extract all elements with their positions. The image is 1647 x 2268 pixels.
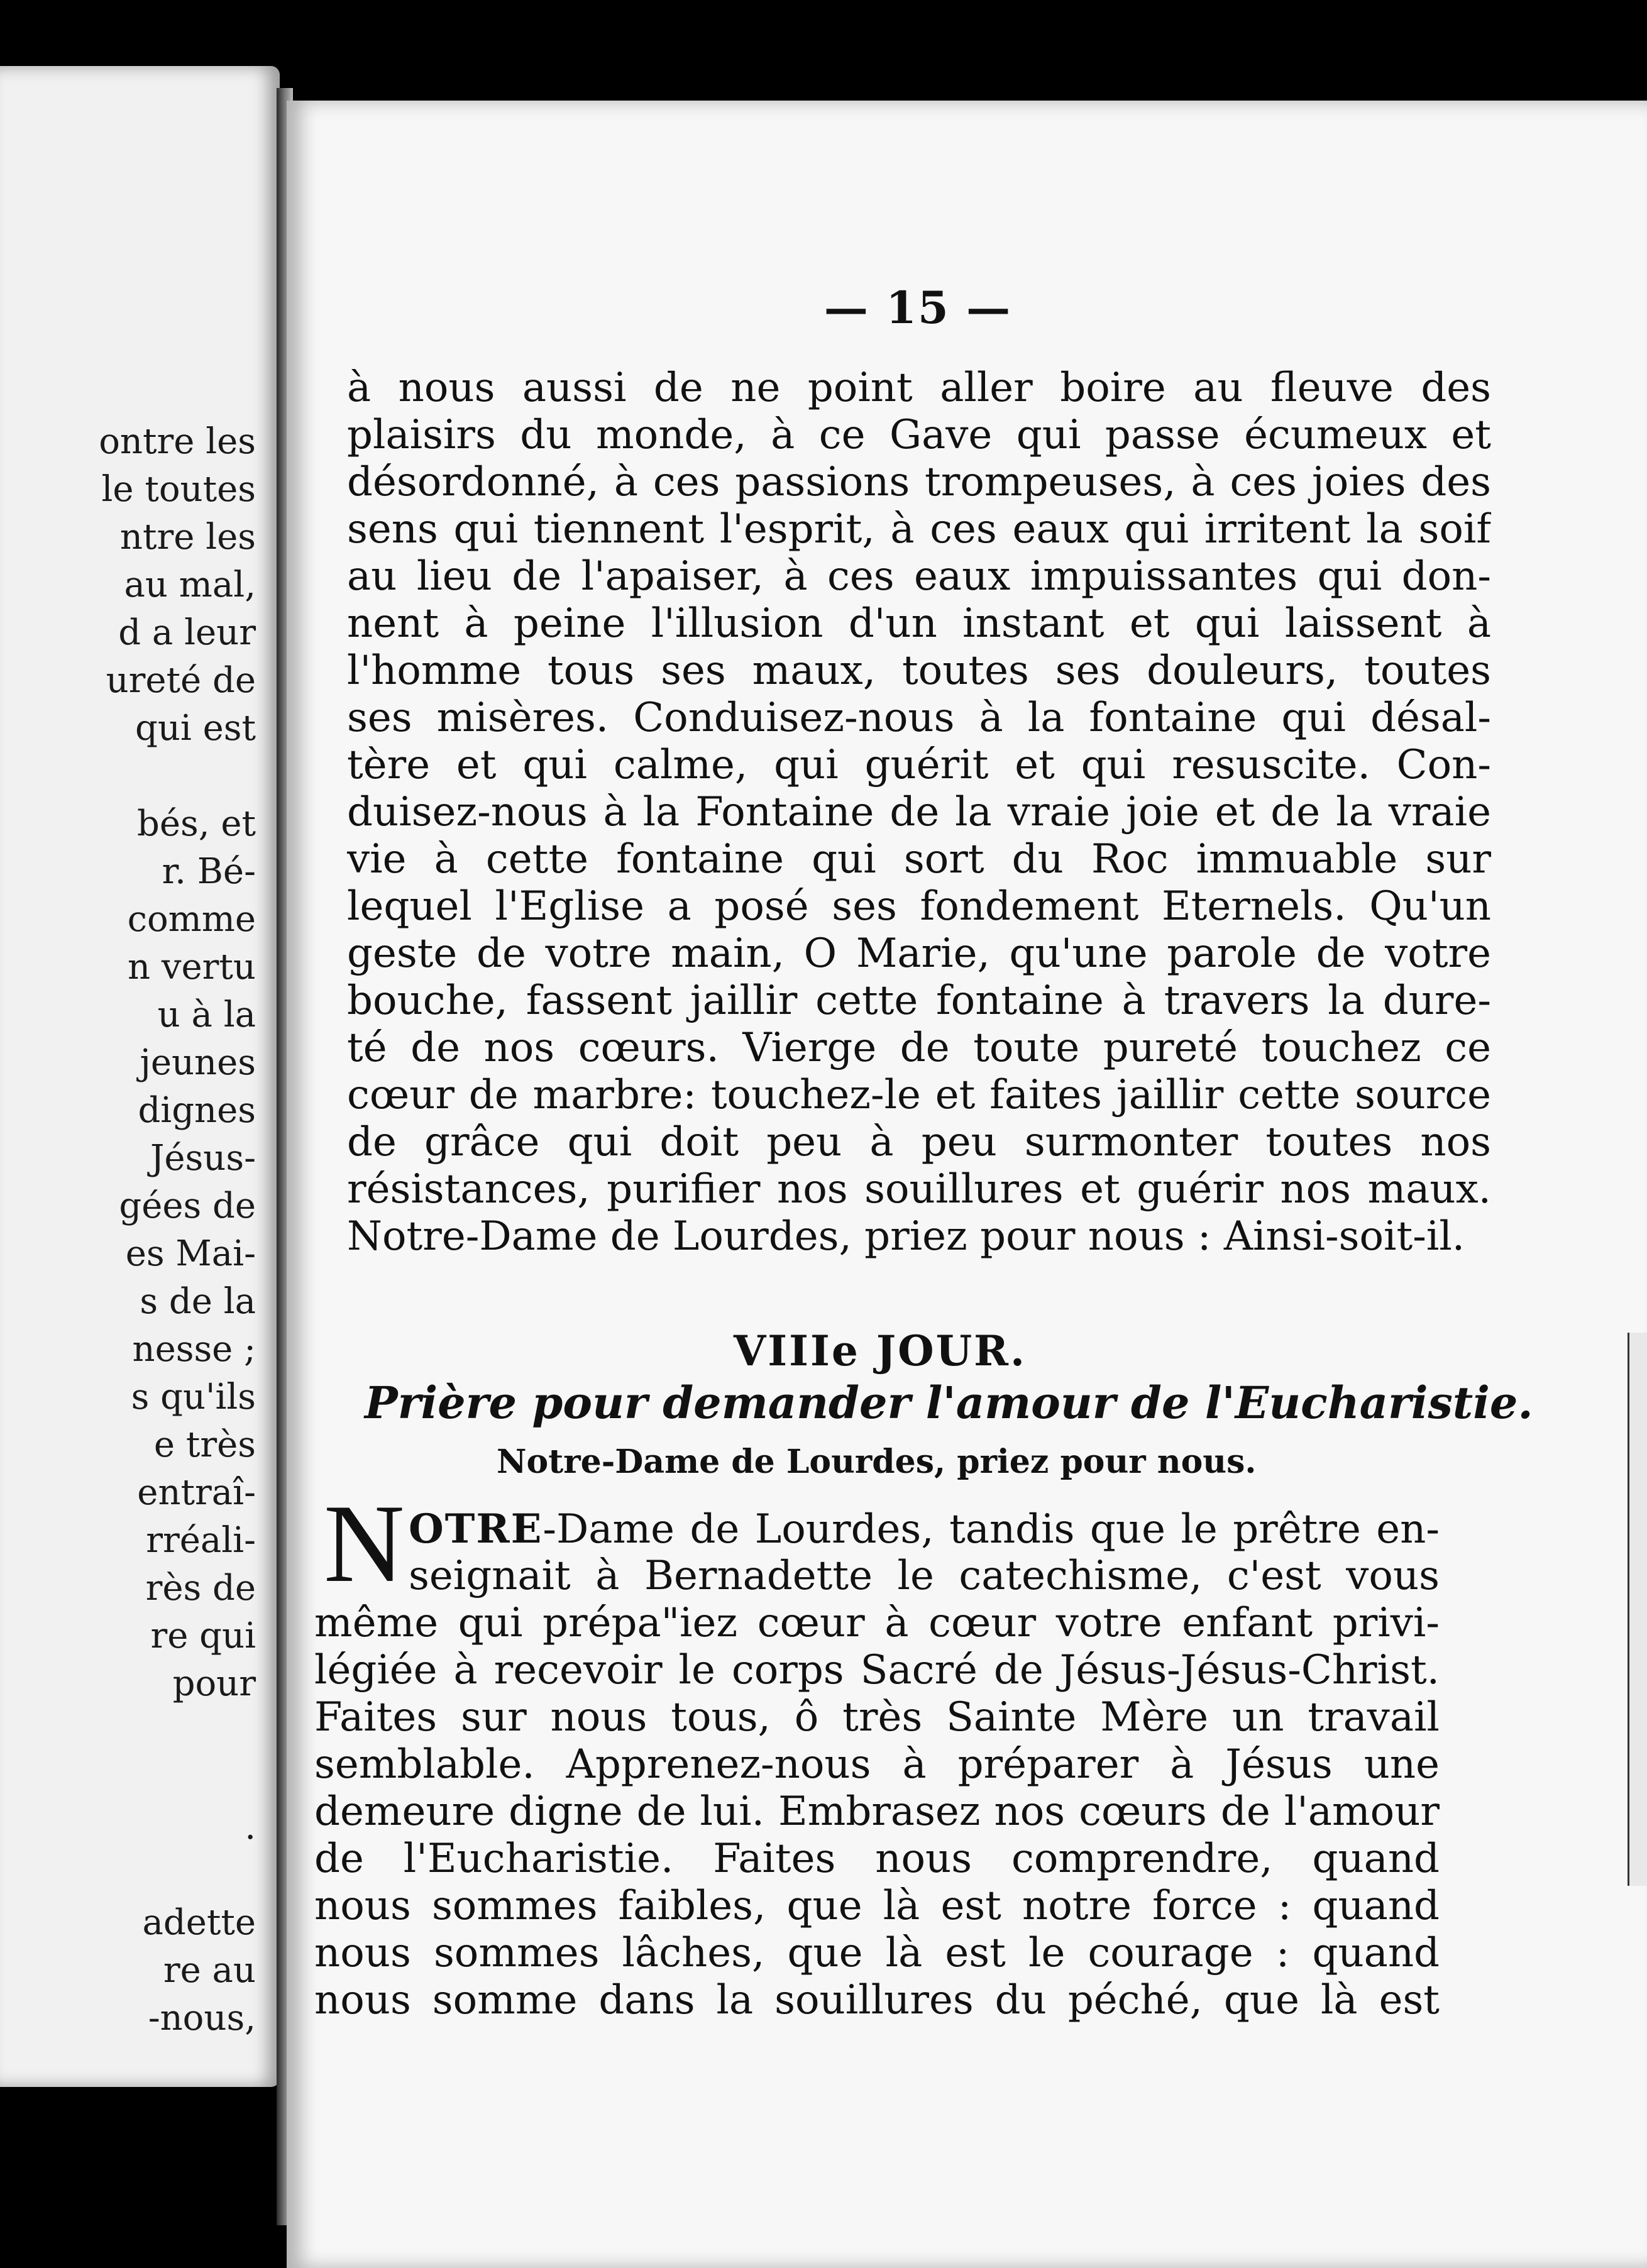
left-page-line: re au [163, 1950, 256, 1991]
left-page-line: r. Bé- [162, 851, 256, 892]
left-page-line: u à la [157, 994, 256, 1035]
paragraph-line: l'homme tous ses maux, toutes ses douleurs, toutes [347, 647, 1491, 694]
line-rest: -Dame de Lourdes, tandis que le prêtre en- [543, 1506, 1440, 1553]
paragraph-line: ses misères. Conduisez-nous à la fontaine qui désal- [347, 695, 1491, 741]
day-heading: VIIIe JOUR. [734, 1326, 1027, 1375]
paragraph-line: même qui prépa"iez cœur à cœur votre enfant privi- [314, 1600, 1440, 1646]
prayer-title: Prière pour demander l'amour de l'Eucharistie. [365, 1377, 1533, 1429]
left-page-line [30, 1851, 256, 1899]
left-page-line: pour [172, 1663, 256, 1704]
left-page-line: n vertu [128, 947, 256, 988]
paragraph-line: désordonné, à ces passions trompeuses, à ces joies des [347, 459, 1491, 505]
paragraph-line: de l'Eucharistie. Faites nous comprendre, quand [314, 1836, 1440, 1882]
left-page-line: rès de [145, 1568, 256, 1609]
page-edge [1628, 1333, 1647, 1886]
left-page-line: rréali- [146, 1520, 256, 1561]
left-page-line: qui est [135, 708, 256, 749]
left-page-line: s de la [140, 1281, 256, 1322]
left-page-line [30, 1708, 256, 1756]
paragraph-line: nous somme dans la souillures du péché, que là est [314, 1977, 1440, 2023]
invocation: Notre-Dame de Lourdes, priez pour nous. [497, 1443, 1257, 1481]
paragraph-line: demeure digne de lui. Embrasez nos cœurs de l'amour [314, 1788, 1440, 1835]
left-page-line: d a leur [118, 612, 256, 653]
drop-cap: N [324, 1481, 405, 1605]
first-word-smallcaps: OTRE [409, 1506, 543, 1553]
left-page-line: nesse ; [132, 1329, 256, 1370]
left-page-line [30, 1756, 256, 1803]
left-page-line: le toutes [101, 469, 256, 510]
left-page-line [30, 752, 256, 800]
paragraph-line: bouche, fassent jaillir cette fontaine à travers la dure- [347, 977, 1491, 1024]
paragraph-line: Faites sur nous tous, ô très Sainte Mère un travail [314, 1694, 1440, 1741]
paragraph-line: duisez-nous à la Fontaine de la vraie joie et de la vraie [347, 789, 1491, 835]
paragraph-line: Notre-Dame de Lourdes, priez pour nous : Ainsi-soit-il. [347, 1213, 1465, 1260]
left-page-line: e très [153, 1424, 256, 1465]
paragraph-line: au lieu de l'apaiser, à ces eaux impuissantes qui don- [347, 553, 1491, 600]
paragraph-line: seignait à Bernadette le catechisme, c'est vous [409, 1553, 1440, 1599]
left-page-line: comme [127, 899, 256, 940]
left-page-line: -nous, [148, 1998, 256, 2039]
left-page-line: jeunes [140, 1042, 256, 1083]
paragraph-line: sens qui tiennent l'esprit, à ces eaux qui irritent la soif [347, 506, 1491, 553]
left-page-line: gées de [119, 1186, 256, 1226]
paragraph-line: légiée à recevoir le corps Sacré de Jésus-Jésus-Christ. [314, 1647, 1440, 1693]
paragraph-lines [314, 1600, 1440, 2024]
left-page [0, 66, 280, 2087]
left-page-line: Jésus- [150, 1138, 256, 1179]
left-page-line: re qui [150, 1616, 256, 1656]
paragraph-line [314, 1506, 1440, 1553]
first-paragraph [347, 365, 1491, 1260]
paragraph-line: semblable. Apprenez-nous à préparer à Jésus une [314, 1741, 1440, 1788]
left-page-line: adette [142, 1902, 256, 1943]
paragraph-line: de grâce qui doit peu à peu surmonter toutes nos [347, 1119, 1491, 1165]
paragraph-line: lequel l'Eglise a posé ses fondement Eternels. Qu'un [347, 883, 1491, 930]
page-number: — 15 — [824, 282, 1012, 334]
left-page-line: es Mai- [125, 1233, 256, 1274]
paragraph-line: nous sommes faibles, que là est notre force : quand [314, 1883, 1440, 1929]
left-page-line: ntre les [119, 517, 256, 558]
left-page-line: s qu'ils [131, 1377, 256, 1418]
paragraph-line: nent à peine l'illusion d'un instant et qui laissent à [347, 600, 1491, 647]
paragraph-line: à nous aussi de ne point aller boire au fleuve des [347, 365, 1491, 411]
paragraph-line: plaisirs du monde, à ce Gave qui passe écumeux et [347, 412, 1491, 458]
left-page-line: . [245, 1807, 256, 1847]
second-paragraph [314, 1506, 1440, 2024]
left-page-line: dignes [138, 1090, 256, 1131]
left-page-line: entraî- [137, 1472, 256, 1513]
left-page-text [30, 418, 256, 2042]
paragraph-line: geste de votre main, O Marie, qu'une parole de votre [347, 930, 1491, 977]
left-page-line: ureté de [106, 660, 256, 701]
paragraph-line: nous sommes lâches, que là est le courage : quand [314, 1930, 1440, 1976]
left-page-line: bés, et [137, 803, 256, 844]
paragraph-line: cœur de marbre: touchez-le et faites jaillir cette source [347, 1072, 1491, 1118]
paragraph-line: résistances, purifier nos souillures et guérir nos maux. [347, 1166, 1491, 1213]
left-page-line: au mal, [124, 564, 256, 605]
paragraph-line: tère et qui calme, qui guérit et qui resuscite. Con- [347, 742, 1491, 788]
left-page-line: ontre les [99, 421, 256, 462]
paragraph-line: vie à cette fontaine qui sort du Roc immuable sur [347, 836, 1491, 883]
paragraph-line: té de nos cœurs. Vierge de toute pureté touchez ce [347, 1025, 1491, 1071]
